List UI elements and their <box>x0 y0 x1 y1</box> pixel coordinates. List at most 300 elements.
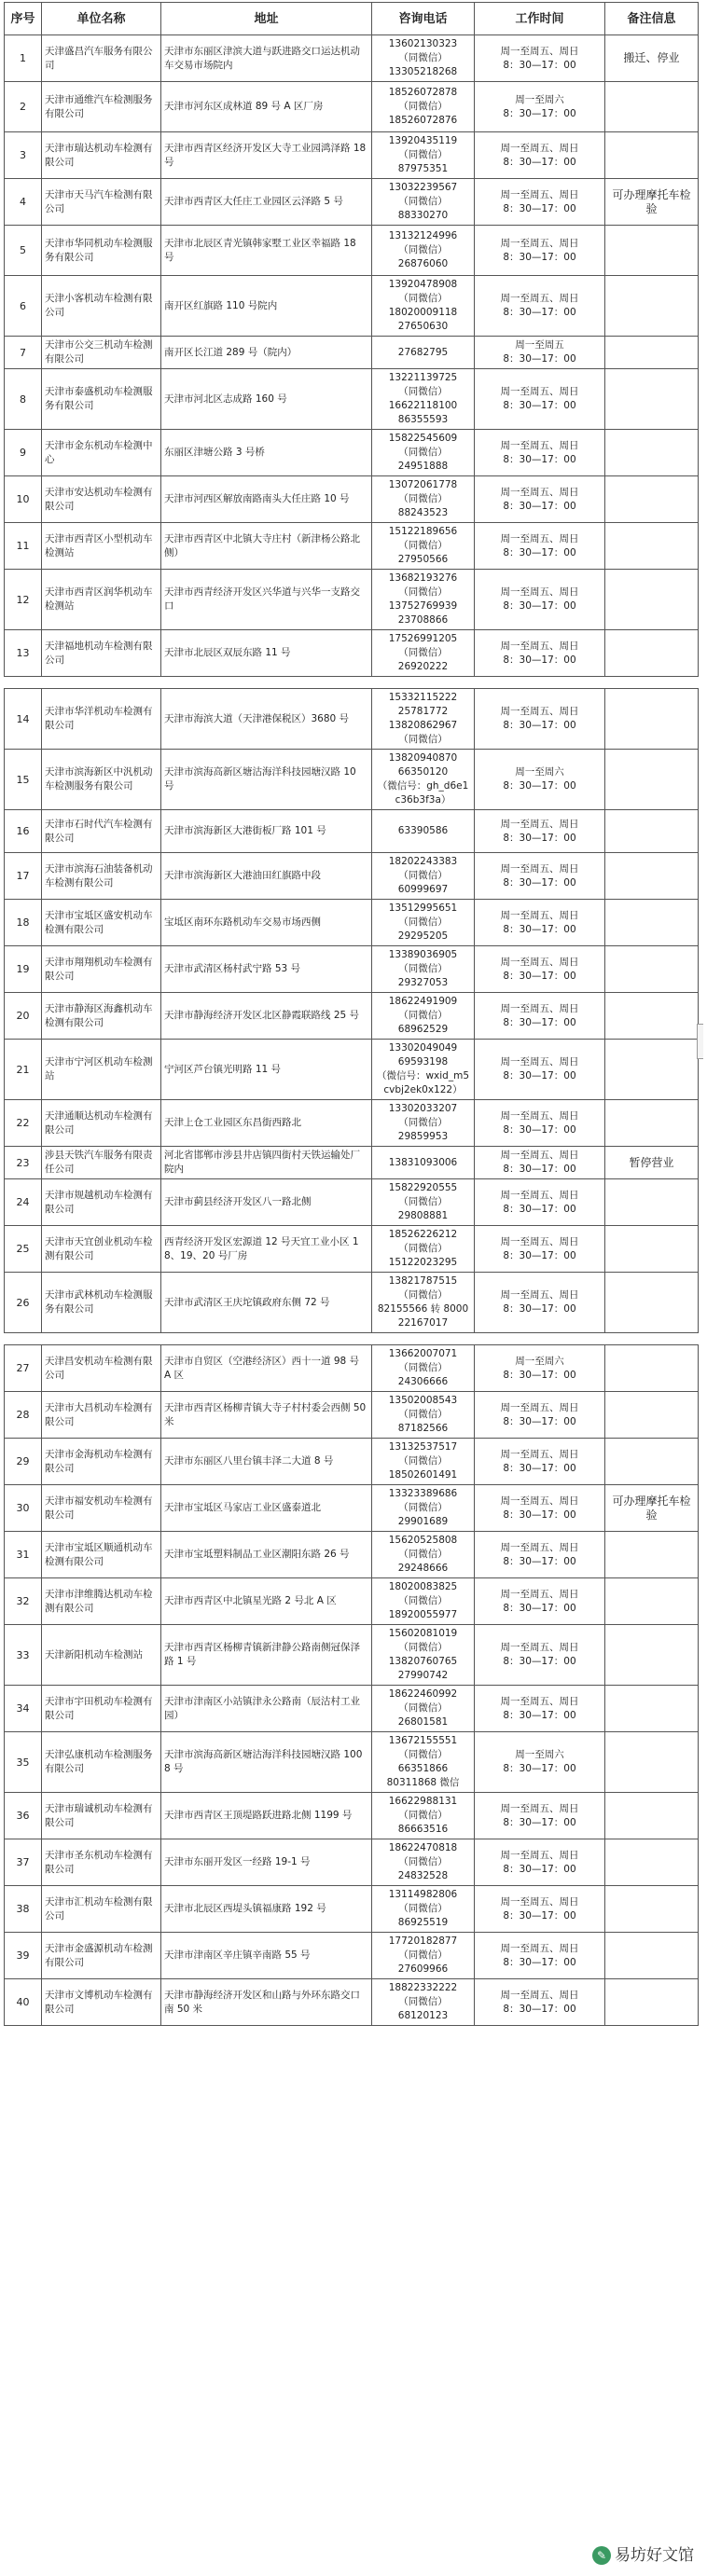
cell-addr: 宁河区芦台镇光明路 11 号 <box>161 1040 372 1100</box>
table-row <box>5 630 699 677</box>
page-edge-mark <box>697 1024 703 1059</box>
cell-hours: 周一至周五、周日 8：30—17：00 <box>475 523 605 570</box>
cell-no: 23 <box>5 1147 42 1179</box>
cell-name: 天津市华洋机动车检测有限公司 <box>42 689 161 750</box>
cell-note <box>605 1578 699 1625</box>
cell-hours: 周一至周五、周日 8：30—17：00 <box>475 1839 605 1886</box>
cell-hours: 周一至周五、周日 8：30—17：00 <box>475 1273 605 1333</box>
cell-name: 天津市福安机动车检测有限公司 <box>42 1485 161 1532</box>
cell-note <box>605 430 699 476</box>
table-row <box>5 476 699 523</box>
cell-phone: 13302033207 （同微信） 29859953 <box>372 1100 475 1147</box>
cell-name: 天津市滨海石油装备机动车检测有限公司 <box>42 853 161 900</box>
cell-phone: 13302049049 69593198 （微信号：wxid_m5cvbj2ek0x122） <box>372 1040 475 1100</box>
cell-no: 37 <box>5 1839 42 1886</box>
cell-no: 4 <box>5 179 42 226</box>
cell-phone: 18526072878 （同微信） 18526072876 <box>372 82 475 132</box>
cell-phone: 18622491909 （同微信） 68962529 <box>372 993 475 1040</box>
cell-no: 1 <box>5 35 42 82</box>
cell-addr: 天津市西青经济开发区兴华道与兴华一支路交口 <box>161 570 372 630</box>
cell-name: 天津市武林机动车检测服务有限公司 <box>42 1273 161 1333</box>
cell-no: 40 <box>5 1979 42 2026</box>
cell-name: 天津市石时代汽车检测有限公司 <box>42 810 161 853</box>
cell-phone: 13132537517 （同微信） 18502601491 <box>372 1439 475 1485</box>
cell-no: 13 <box>5 630 42 677</box>
cell-name: 天津市宁河区机动车检测站 <box>42 1040 161 1100</box>
cell-hours: 周一至周五、周日 8：30—17：00 <box>475 1179 605 1226</box>
cell-phone: 13512995651 （同微信） 29295205 <box>372 900 475 946</box>
table-row <box>5 993 699 1040</box>
cell-note <box>605 476 699 523</box>
cell-no: 16 <box>5 810 42 853</box>
cell-no: 2 <box>5 82 42 132</box>
cell-no: 32 <box>5 1578 42 1625</box>
table-row <box>5 1100 699 1147</box>
cell-note <box>605 750 699 810</box>
cell-addr: 河北省邯郸市涉县井店镇四街村天铁运输处厂院内 <box>161 1147 372 1179</box>
cell-hours: 周一至周五、周日 8：30—17：00 <box>475 35 605 82</box>
table-row <box>5 1439 699 1485</box>
cell-phone: 13920435119 （同微信） 87975351 <box>372 132 475 179</box>
cell-addr: 天津市西青区杨柳青镇大寺子村村委会西侧 50 米 <box>161 1392 372 1439</box>
cell-note <box>605 630 699 677</box>
cell-no: 12 <box>5 570 42 630</box>
cell-addr: 南开区长江道 289 号（院内） <box>161 337 372 369</box>
table-row <box>5 1345 699 1392</box>
cell-addr: 天津市津南区辛庄镇辛南路 55 号 <box>161 1933 372 1979</box>
cell-phone: 13389036905 （同微信） 29327053 <box>372 946 475 993</box>
cell-name: 涉县天铁汽车服务有限责任公司 <box>42 1147 161 1179</box>
inspection-station-table-continued-2 <box>4 1344 699 2026</box>
cell-name: 天津市静海区海鑫机动车检测有限公司 <box>42 993 161 1040</box>
cell-addr: 天津市西青区杨柳青镇新津静公路南侧冠保泽路 1 号 <box>161 1625 372 1686</box>
cell-addr: 天津市滨海高新区塘沽海洋科技园塘汉路 10 号 <box>161 750 372 810</box>
cell-no: 11 <box>5 523 42 570</box>
cell-no: 39 <box>5 1933 42 1979</box>
cell-no: 15 <box>5 750 42 810</box>
cell-addr: 天津市东丽区八里台镇丰泽二大道 8 号 <box>161 1439 372 1485</box>
cell-no: 31 <box>5 1532 42 1578</box>
cell-addr: 西青经济开发区宏源道 12 号天宜工业小区 18、19、20 号厂房 <box>161 1226 372 1273</box>
cell-name: 天津昌安机动车检测有限公司 <box>42 1345 161 1392</box>
table-part-3 <box>4 1344 698 2026</box>
table-row <box>5 1392 699 1439</box>
cell-phone: 18526226212 （同微信） 15122023295 <box>372 1226 475 1273</box>
cell-addr: 天津市西青区中北镇星光路 2 号北 A 区 <box>161 1578 372 1625</box>
cell-no: 6 <box>5 276 42 337</box>
cell-phone: 13032239567 （同微信） 88330270 <box>372 179 475 226</box>
cell-hours: 周一至周五、周日 8：30—17：00 <box>475 1886 605 1933</box>
cell-no: 17 <box>5 853 42 900</box>
cell-addr: 天津市滨海新区大港街板厂路 101 号 <box>161 810 372 853</box>
cell-phone: 27682795 <box>372 337 475 369</box>
cell-name: 天津福地机动车检测有限公司 <box>42 630 161 677</box>
cell-phone: 13114982806 （同微信） 86925519 <box>372 1886 475 1933</box>
cell-name: 天津弘康机动车检测服务有限公司 <box>42 1732 161 1793</box>
cell-hours: 周一至周六 8：30—17：00 <box>475 1345 605 1392</box>
header-phone: 咨询电话 <box>372 3 475 35</box>
cell-addr: 天津市西青区大任庄工业园区云泽路 5 号 <box>161 179 372 226</box>
cell-no: 14 <box>5 689 42 750</box>
cell-no: 3 <box>5 132 42 179</box>
table-row <box>5 1686 699 1732</box>
cell-addr: 天津市武清区王庆坨镇政府东侧 72 号 <box>161 1273 372 1333</box>
cell-no: 21 <box>5 1040 42 1100</box>
table-row <box>5 1839 699 1886</box>
cell-hours: 周一至周五、周日 8：30—17：00 <box>475 1532 605 1578</box>
table-row <box>5 226 699 276</box>
cell-note <box>605 689 699 750</box>
header-index: 序号 <box>5 3 42 35</box>
cell-name: 天津市宝坻区顺通机动车检测有限公司 <box>42 1532 161 1578</box>
table-row <box>5 1532 699 1578</box>
header-work-hours: 工作时间 <box>475 3 605 35</box>
cell-hours: 周一至周五、周日 8：30—17：00 <box>475 946 605 993</box>
cell-no: 30 <box>5 1485 42 1532</box>
cell-phone: 17526991205 （同微信） 26920222 <box>372 630 475 677</box>
cell-note <box>605 570 699 630</box>
table-row <box>5 900 699 946</box>
cell-note <box>605 1439 699 1485</box>
cell-no: 7 <box>5 337 42 369</box>
table-row <box>5 1179 699 1226</box>
document-sheet <box>4 2 698 2026</box>
table-row <box>5 1732 699 1793</box>
cell-phone: 13502008543 （同微信） 87182566 <box>372 1392 475 1439</box>
cell-addr: 天津市宝坻塑料制品工业区潮阳东路 26 号 <box>161 1532 372 1578</box>
cell-hours: 周一至周五、周日 8：30—17：00 <box>475 900 605 946</box>
cell-note: 暂停营业 <box>605 1147 699 1179</box>
table-row <box>5 750 699 810</box>
table-row <box>5 689 699 750</box>
table-row <box>5 1933 699 1979</box>
cell-name: 天津市金东机动车检测中心 <box>42 430 161 476</box>
cell-note: 搬迁、停业 <box>605 35 699 82</box>
cell-hours: 周一至周五、周日 8：30—17：00 <box>475 476 605 523</box>
cell-hours: 周一至周五、周日 8：30—17：00 <box>475 810 605 853</box>
cell-hours: 周一至周五、周日 8：30—17：00 <box>475 369 605 430</box>
cell-hours: 周一至周五、周日 8：30—17：00 <box>475 993 605 1040</box>
cell-note <box>605 1625 699 1686</box>
cell-addr: 天津上仓工业园区东昌街西路北 <box>161 1100 372 1147</box>
cell-addr: 天津市津南区小站镇津永公路南（辰沽村工业园） <box>161 1686 372 1732</box>
cell-hours: 周一至周五、周日 8：30—17：00 <box>475 276 605 337</box>
cell-name: 天津市金盛源机动车检测有限公司 <box>42 1933 161 1979</box>
cell-addr: 天津市西青区经济开发区大寺工业园鸿泽路 18 号 <box>161 132 372 179</box>
cell-no: 38 <box>5 1886 42 1933</box>
cell-phone: 16622988131 （同微信） 86663516 <box>372 1793 475 1839</box>
cell-no: 9 <box>5 430 42 476</box>
cell-addr: 天津市东丽区津滨大道与跃进路交口运达机动车交易市场院内 <box>161 35 372 82</box>
cell-no: 8 <box>5 369 42 430</box>
cell-no: 28 <box>5 1392 42 1439</box>
cell-no: 33 <box>5 1625 42 1686</box>
cell-note <box>605 226 699 276</box>
cell-addr: 宝坻区南环东路机动车交易市场西侧 <box>161 900 372 946</box>
cell-name: 天津市天宜创业机动车检测有限公司 <box>42 1226 161 1273</box>
cell-addr: 天津市北辰区西堤头镇福康路 192 号 <box>161 1886 372 1933</box>
cell-note <box>605 523 699 570</box>
table-row <box>5 179 699 226</box>
table-row <box>5 132 699 179</box>
cell-note <box>605 1226 699 1273</box>
cell-name: 天津市宝坻区盛安机动车检测有限公司 <box>42 900 161 946</box>
cell-note: 可办理摩托车检验 <box>605 179 699 226</box>
cell-name: 天津新阳机动车检测站 <box>42 1625 161 1686</box>
table-row <box>5 35 699 82</box>
cell-note <box>605 1100 699 1147</box>
cell-hours: 周一至周五 8：30—17：00 <box>475 337 605 369</box>
table-row <box>5 1040 699 1100</box>
table-row <box>5 946 699 993</box>
cell-name: 天津市大昌机动车检测有限公司 <box>42 1392 161 1439</box>
cell-note <box>605 1273 699 1333</box>
cell-addr: 天津市河西区解放南路南头大任庄路 10 号 <box>161 476 372 523</box>
cell-hours: 周一至周五、周日 8：30—17：00 <box>475 1793 605 1839</box>
cell-addr: 天津市滨海新区大港油田红旗路中段 <box>161 853 372 900</box>
cell-hours: 周一至周五、周日 8：30—17：00 <box>475 630 605 677</box>
cell-name: 天津市西青区小型机动车检测站 <box>42 523 161 570</box>
cell-phone: 13132124996 （同微信） 26876060 <box>372 226 475 276</box>
watermark-text: 易坊好文馆 <box>615 2545 694 2565</box>
cell-note <box>605 337 699 369</box>
cell-name: 天津市西青区润华机动车检测站 <box>42 570 161 630</box>
cell-phone: 17720182877 （同微信） 27609966 <box>372 1933 475 1979</box>
cell-no: 36 <box>5 1793 42 1839</box>
cell-note <box>605 1686 699 1732</box>
table-row <box>5 1578 699 1625</box>
page-gap <box>4 677 698 688</box>
cell-name: 天津市津维腾达机动车检测有限公司 <box>42 1578 161 1625</box>
inspection-station-table <box>4 2 699 677</box>
cell-phone: 15822545609 （同微信） 24951888 <box>372 430 475 476</box>
cell-phone: 13221139725 （同微信） 16622118100 86355593 <box>372 369 475 430</box>
cell-note <box>605 810 699 853</box>
cell-name: 天津小客机动车检测有限公司 <box>42 276 161 337</box>
cell-name: 天津市泰盛机动车检测服务有限公司 <box>42 369 161 430</box>
cell-note <box>605 369 699 430</box>
cell-note <box>605 1979 699 2026</box>
table-row <box>5 1485 699 1532</box>
cell-name: 天津市汇机动车检测有限公司 <box>42 1886 161 1933</box>
cell-addr: 天津市滨海高新区塘沽海洋科技园塘汉路 1008 号 <box>161 1732 372 1793</box>
table-row <box>5 1273 699 1333</box>
cell-note <box>605 853 699 900</box>
table-row <box>5 276 699 337</box>
cell-name: 天津市滨海新区中汎机动车检测服务有限公司 <box>42 750 161 810</box>
table-row <box>5 1979 699 2026</box>
table-row <box>5 369 699 430</box>
cell-phone: 18622460992 （同微信） 26801581 <box>372 1686 475 1732</box>
cell-name: 天津市圣东机动车检测有限公司 <box>42 1839 161 1886</box>
cell-hours: 周一至周五、周日 8：30—17：00 <box>475 1578 605 1625</box>
header-remarks: 备注信息 <box>605 3 699 35</box>
cell-hours: 周一至周五、周日 8：30—17：00 <box>475 132 605 179</box>
table-row <box>5 337 699 369</box>
cell-hours: 周一至周五、周日 8：30—17：00 <box>475 1979 605 2026</box>
cell-phone: 13920478908 （同微信） 18020009118 27650630 <box>372 276 475 337</box>
table-row <box>5 1886 699 1933</box>
cell-no: 22 <box>5 1100 42 1147</box>
cell-note <box>605 132 699 179</box>
cell-hours: 周一至周五、周日 8：30—17：00 <box>475 1147 605 1179</box>
cell-phone: 18020083825 （同微信） 18920055977 <box>372 1578 475 1625</box>
cell-addr: 天津市河北区志成路 160 号 <box>161 369 372 430</box>
cell-phone: 13072061778 （同微信） 88243523 <box>372 476 475 523</box>
cell-no: 5 <box>5 226 42 276</box>
table-row <box>5 570 699 630</box>
cell-addr: 天津市宝坻区马家店工业区盛泰道北 <box>161 1485 372 1532</box>
cell-name: 天津市公交三机动车检测有限公司 <box>42 337 161 369</box>
cell-name: 天津市宇田机动车检测有限公司 <box>42 1686 161 1732</box>
table-row <box>5 810 699 853</box>
cell-no: 18 <box>5 900 42 946</box>
cell-note <box>605 1886 699 1933</box>
table-row <box>5 1625 699 1686</box>
cell-hours: 周一至周六 8：30—17：00 <box>475 82 605 132</box>
table-row <box>5 430 699 476</box>
cell-name: 天津市翔翔机动车检测有限公司 <box>42 946 161 993</box>
cell-hours: 周一至周五、周日 8：30—17：00 <box>475 1100 605 1147</box>
cell-addr: 东丽区津塘公路 3 号桥 <box>161 430 372 476</box>
table-row <box>5 1147 699 1179</box>
table-row <box>5 853 699 900</box>
cell-addr: 天津市河东区成林道 89 号 A 区厂房 <box>161 82 372 132</box>
cell-addr: 天津市东丽开发区一经路 19-1 号 <box>161 1839 372 1886</box>
cell-phone: 18822332222 （同微信） 68120123 <box>372 1979 475 2026</box>
cell-addr: 天津市西青区中北镇大寺庄村（新津杨公路北侧） <box>161 523 372 570</box>
cell-no: 26 <box>5 1273 42 1333</box>
cell-phone: 15332115222 25781772 13820862967 （同微信） <box>372 689 475 750</box>
table-row <box>5 1226 699 1273</box>
cell-no: 35 <box>5 1732 42 1793</box>
cell-no: 27 <box>5 1345 42 1392</box>
cell-phone: 13672155551 （同微信） 66351866 80311868 微信 <box>372 1732 475 1793</box>
cell-name: 天津市安达机动车检测有限公司 <box>42 476 161 523</box>
cell-addr: 天津市北辰区双辰东路 11 号 <box>161 630 372 677</box>
cell-hours: 周一至周五、周日 8：30—17：00 <box>475 1933 605 1979</box>
cell-hours: 周一至周五、周日 8：30—17：00 <box>475 1485 605 1532</box>
cell-phone: 15602081019 （同微信） 13820760765 27990742 <box>372 1625 475 1686</box>
cell-note <box>605 1179 699 1226</box>
cell-note: 可办理摩托车检验 <box>605 1485 699 1532</box>
cell-phone: 18202243383 （同微信） 60999697 <box>372 853 475 900</box>
cell-addr: 天津市西青区王顶堤路跃进路北侧 1199 号 <box>161 1793 372 1839</box>
cell-hours: 周一至周五、周日 8：30—17：00 <box>475 1686 605 1732</box>
cell-note <box>605 1839 699 1886</box>
cell-note <box>605 1345 699 1392</box>
cell-hours: 周一至周五、周日 8：30—17：00 <box>475 853 605 900</box>
cell-phone: 13820940870 66350120 （微信号：gh_d6e1c36b3f3a） <box>372 750 475 810</box>
cell-no: 34 <box>5 1686 42 1732</box>
cell-addr: 天津市自贸区（空港经济区）西十一道 98 号 A 区 <box>161 1345 372 1392</box>
cell-name: 天津市天马汽车检测有限公司 <box>42 179 161 226</box>
cell-hours: 周一至周六 8：30—17：00 <box>475 1732 605 1793</box>
cell-phone: 13682193276 （同微信） 13752769939 23708866 <box>372 570 475 630</box>
cell-note <box>605 1933 699 1979</box>
cell-no: 20 <box>5 993 42 1040</box>
cell-hours: 周一至周五、周日 8：30—17：00 <box>475 1439 605 1485</box>
cell-addr: 天津市静海经济开发区北区静霞联路线 25 号 <box>161 993 372 1040</box>
cell-name: 天津市金海机动车检测有限公司 <box>42 1439 161 1485</box>
cell-name: 天津市瑞达机动车检测有限公司 <box>42 132 161 179</box>
cell-note <box>605 900 699 946</box>
cell-name: 天津市瑞诚机动车检测有限公司 <box>42 1793 161 1839</box>
cell-hours: 周一至周五、周日 8：30—17：00 <box>475 226 605 276</box>
cell-name: 天津通顺达机动车检测有限公司 <box>42 1100 161 1147</box>
cell-addr: 天津市北辰区青光镇韩家墅工业区幸福路 18 号 <box>161 226 372 276</box>
cell-name: 天津市通维汽车检测服务有限公司 <box>42 82 161 132</box>
cell-phone: 18622470818 （同微信） 24832528 <box>372 1839 475 1886</box>
header-unit-name: 单位名称 <box>42 3 161 35</box>
cell-note <box>605 946 699 993</box>
cell-phone: 13602130323 （同微信） 13305218268 <box>372 35 475 82</box>
cell-phone: 13821787515 （同微信） 82155566 转 8000 22167017 <box>372 1273 475 1333</box>
cell-note <box>605 1732 699 1793</box>
cell-no: 25 <box>5 1226 42 1273</box>
cell-no: 10 <box>5 476 42 523</box>
table-part-2 <box>4 688 698 1333</box>
cell-note <box>605 1793 699 1839</box>
cell-note <box>605 993 699 1040</box>
cell-phone: 15822920555 （同微信） 29808881 <box>372 1179 475 1226</box>
table-header-row <box>5 3 699 35</box>
cell-hours: 周一至周五、周日 8：30—17：00 <box>475 1392 605 1439</box>
cell-phone: 13831093006 <box>372 1147 475 1179</box>
cell-no: 19 <box>5 946 42 993</box>
cell-addr: 天津市武清区杨村武宁路 53 号 <box>161 946 372 993</box>
cell-note <box>605 82 699 132</box>
cell-name: 天津盛昌汽车服务有限公司 <box>42 35 161 82</box>
cell-name: 天津市规越机动车检测有限公司 <box>42 1179 161 1226</box>
inspection-station-table-continued <box>4 688 699 1333</box>
cell-no: 29 <box>5 1439 42 1485</box>
cell-addr: 天津市静海经济开发区和山路与外环东路交口南 50 米 <box>161 1979 372 2026</box>
cell-hours: 周一至周五、周日 8：30—17：00 <box>475 1040 605 1100</box>
cell-phone: 15122189656 （同微信） 27950566 <box>372 523 475 570</box>
cell-note <box>605 1392 699 1439</box>
site-watermark <box>587 2540 700 2568</box>
cell-note <box>605 1040 699 1100</box>
cell-phone: 13662007071 （同微信） 24306666 <box>372 1345 475 1392</box>
cell-note <box>605 1532 699 1578</box>
cell-hours: 周一至周五、周日 8：30—17：00 <box>475 430 605 476</box>
table-part-1 <box>4 2 698 677</box>
cell-hours: 周一至周五、周日 8：30—17：00 <box>475 570 605 630</box>
cell-hours: 周一至周五、周日 8：30—17：00 <box>475 1625 605 1686</box>
cell-phone: 15620525808 （同微信） 29248666 <box>372 1532 475 1578</box>
cell-hours: 周一至周五、周日 8：30—17：00 <box>475 1226 605 1273</box>
cell-addr: 天津市海滨大道（天津港保税区）3680 号 <box>161 689 372 750</box>
cell-addr: 南开区红旗路 110 号院内 <box>161 276 372 337</box>
cell-hours: 周一至周五、周日 8：30—17：00 <box>475 179 605 226</box>
cell-phone: 63390586 <box>372 810 475 853</box>
cell-name: 天津市文博机动车检测有限公司 <box>42 1979 161 2026</box>
page-gap <box>4 1333 698 1344</box>
header-address: 地址 <box>161 3 372 35</box>
cell-no: 24 <box>5 1179 42 1226</box>
table-row <box>5 523 699 570</box>
cell-name: 天津市华同机动车检测服务有限公司 <box>42 226 161 276</box>
watermark-logo-icon: ✎ <box>592 2546 611 2565</box>
cell-addr: 天津市蓟县经济开发区八一路北侧 <box>161 1179 372 1226</box>
table-row <box>5 1793 699 1839</box>
cell-hours: 周一至周五、周日 8：30—17：00 <box>475 689 605 750</box>
cell-hours: 周一至周六 8：30—17：00 <box>475 750 605 810</box>
table-row <box>5 82 699 132</box>
cell-note <box>605 276 699 337</box>
cell-phone: 13323389686 （同微信） 29901689 <box>372 1485 475 1532</box>
